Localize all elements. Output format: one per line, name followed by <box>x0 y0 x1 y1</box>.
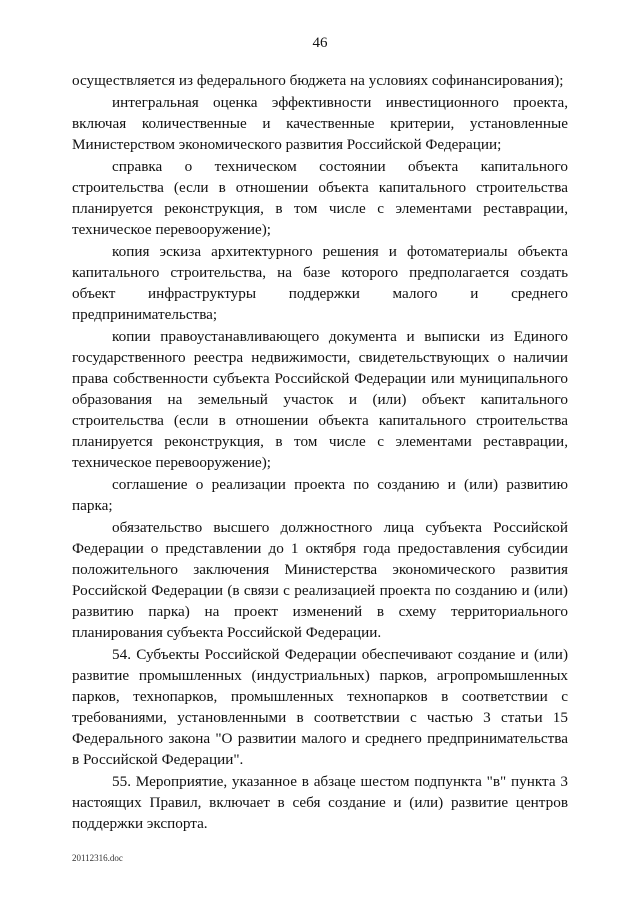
paragraph-4: копия эскиза архитектурного решения и фотоматериалы объекта капитального строительства, на базе которого предполагается создать объект инфраструктуры поддержки малого и среднего предпринимательства; <box>72 243 568 323</box>
page-number: 46 <box>312 35 328 51</box>
paragraph-5: копии правоустанавливающего документа и выписки из Единого государственного реестра недвижимости, свидетельствующих о наличии права собственности субъекта Российской Федерации или муниципального образования на земельный участок и (или) объект капитального строительства (если в отношении объекта капитального строительства планируется реконструкция, в том числе с элементами реставрации, техническое перевооружение); <box>72 328 568 471</box>
footer-document-code: 20112316.doc <box>72 853 123 863</box>
document-body <box>72 70 568 835</box>
paragraph-8: 54. Субъекты Российской Федерации обеспечивают создание и (или) развитие промышленных (индустриальных) парков, агропромышленных парков, технопарков, промышленных технопарков в соответствии с требованиями, установленными в соответствии с частью 3 статьи 15 Федерального закона "О развитии малого и среднего предпринимательства в Российской Федерации". <box>72 646 568 768</box>
paragraph-9: 55. Мероприятие, указанное в абзаце шестом подпункта "в" пункта 3 настоящих Правил, включает в себя создание и (или) развитие центров поддержки экспорта. <box>72 773 568 832</box>
paragraph-1: осуществляется из федерального бюджета на условиях софинансирования); <box>72 72 564 89</box>
paragraph-7: обязательство высшего должностного лица субъекта Российской Федерации о представлении до 1 октября года предоставления субсидии положительного заключения Министерства экономического развития Российской Федерации (в связи с реализацией проекта по созданию и (или) развитию парка) на проект изменений в схему территориального планирования субъекта Российской Федерации. <box>72 519 568 641</box>
paragraph-3: справка о техническом состоянии объекта капитального строительства (если в отношении объекта капитального строительства планируется реконструкция, в том числе с элементами реставрации, техническое перевооружение); <box>72 158 568 238</box>
paragraph-2: интегральная оценка эффективности инвестиционного проекта, включая количественные и качественные критерии, установленные Министерством экономического развития Российской Федерации; <box>72 94 568 153</box>
paragraph-6: соглашение о реализации проекта по созданию и (или) развитию парка; <box>72 476 568 514</box>
